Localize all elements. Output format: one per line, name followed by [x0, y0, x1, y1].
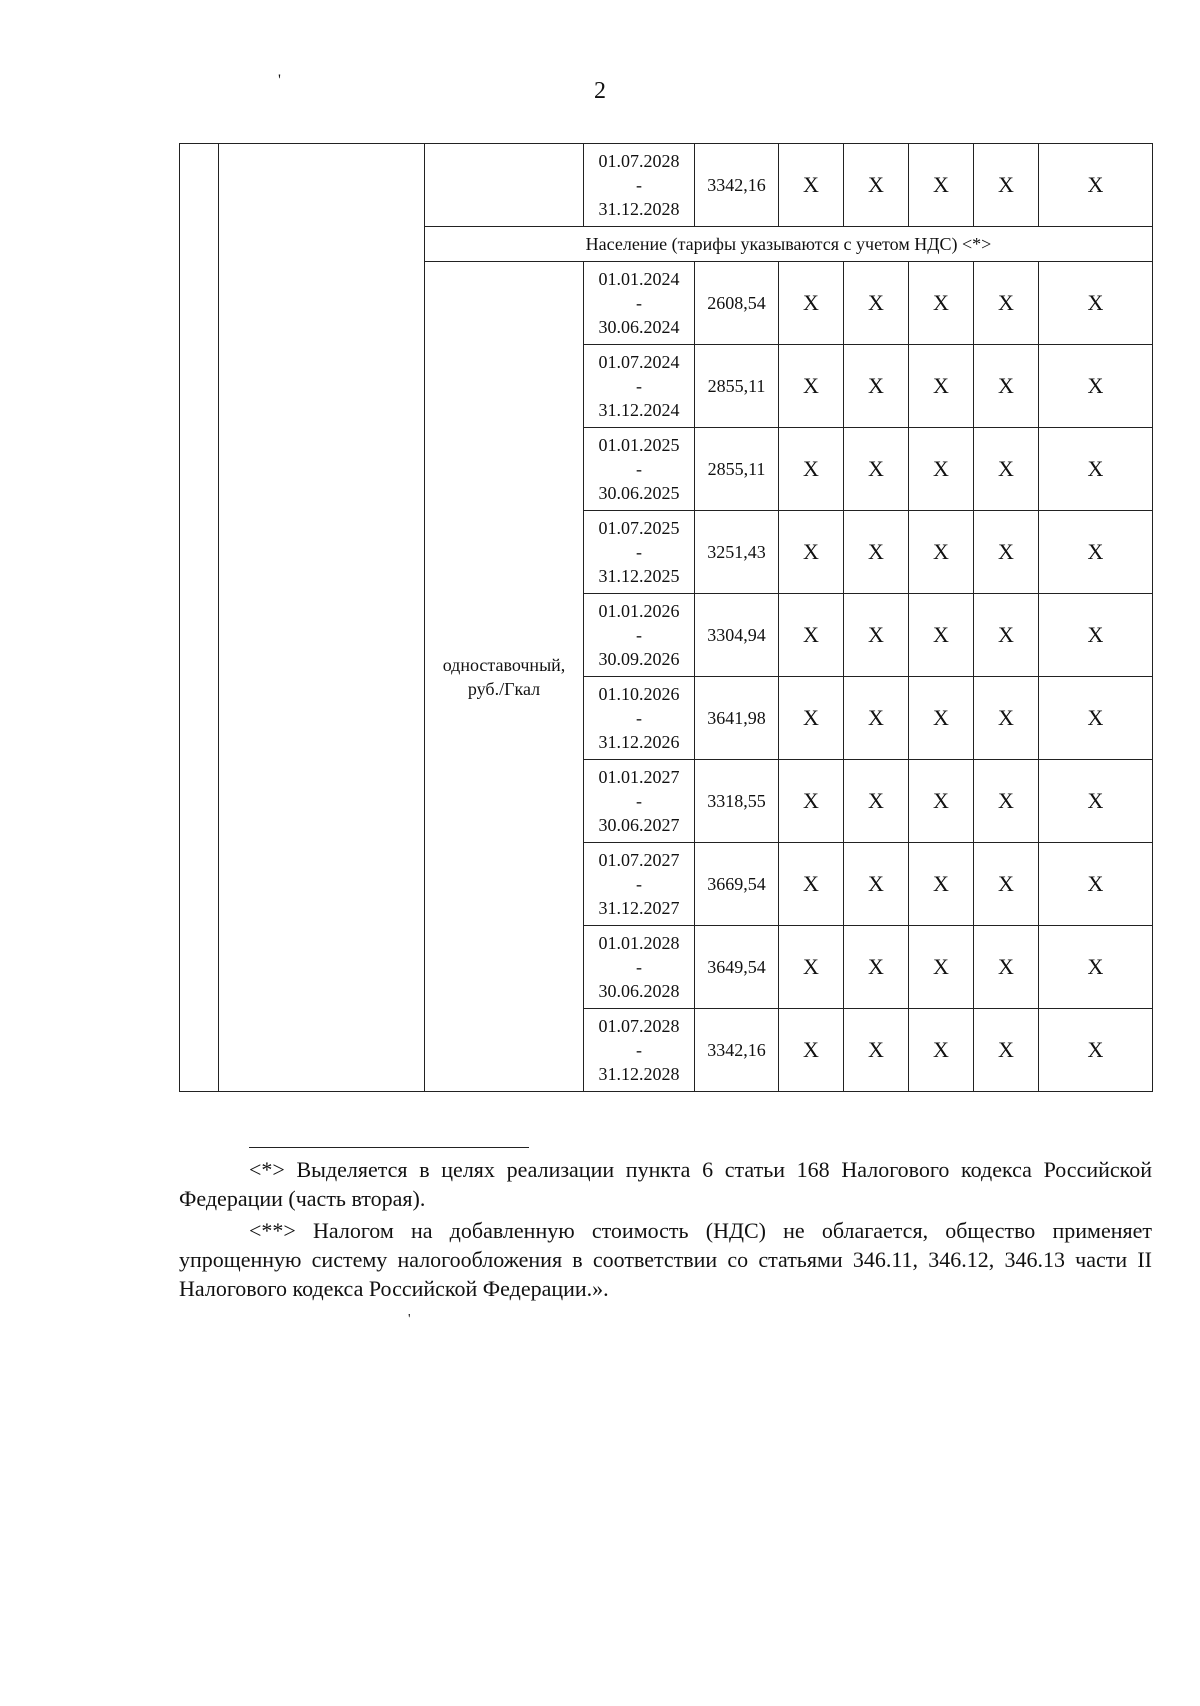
- mark-cell: X: [844, 677, 909, 760]
- period-cell: [584, 594, 695, 677]
- price-cell: 3342,16: [695, 1009, 779, 1092]
- price-cell: 2608,54: [695, 262, 779, 345]
- price-cell: 2855,11: [695, 345, 779, 428]
- mark-cell: X: [974, 677, 1039, 760]
- mark-cell: X: [844, 262, 909, 345]
- mark-cell: X: [844, 926, 909, 1009]
- footnote-separator: [249, 1147, 529, 1148]
- mark-cell: X: [974, 760, 1039, 843]
- mark-cell: X: [1039, 345, 1153, 428]
- period-end: 30.09.2026: [598, 649, 680, 669]
- price-cell: 3649,54: [695, 926, 779, 1009]
- period-end: 31.12.2024: [598, 400, 680, 420]
- period-cell: [584, 428, 695, 511]
- mark-cell: X: [779, 345, 844, 428]
- period-dash: -: [636, 175, 642, 195]
- mark-cell: X: [779, 428, 844, 511]
- mark-cell: X: [844, 843, 909, 926]
- mark-cell: X: [844, 345, 909, 428]
- mark-cell: X: [1039, 843, 1153, 926]
- period-start: 01.07.2028: [598, 1016, 680, 1036]
- period-start: 01.07.2027: [598, 850, 680, 870]
- mark-cell: X: [844, 511, 909, 594]
- price-cell: 3342,16: [695, 144, 779, 227]
- mark-cell: X: [909, 677, 974, 760]
- mark-cell: X: [909, 262, 974, 345]
- price-cell: 2855,11: [695, 428, 779, 511]
- mark-cell: X: [1039, 262, 1153, 345]
- mark-cell: X: [909, 345, 974, 428]
- period-cell: [584, 677, 695, 760]
- period-dash: -: [636, 1040, 642, 1060]
- row-number-cell: [180, 144, 219, 1092]
- period-start: 01.10.2026: [598, 684, 680, 704]
- period-cell: [584, 926, 695, 1009]
- period-end: 30.06.2025: [598, 483, 680, 503]
- page-number: 2: [594, 78, 606, 104]
- mark-cell: X: [779, 144, 844, 227]
- footnote-2: <**> Налогом на добавленную стоимость (НДС) не облагается, общество применяет упрощенную систему налогообложения в соответствии со статьями 346.11, 346.12, 346.13 части II Налогового кодекса Российской Федерации.».: [179, 1218, 1152, 1301]
- mark-cell: X: [779, 511, 844, 594]
- mark-cell: X: [1039, 594, 1153, 677]
- mark-cell: X: [974, 926, 1039, 1009]
- tariff-table: [179, 143, 1153, 1092]
- mark-cell: X: [1039, 677, 1153, 760]
- mark-cell: X: [779, 677, 844, 760]
- period-end: 31.12.2026: [598, 732, 680, 752]
- period-dash: -: [636, 874, 642, 894]
- period-start: 01.07.2028: [598, 151, 680, 171]
- period-dash: -: [636, 957, 642, 977]
- period-cell: [584, 262, 695, 345]
- mark-cell: X: [1039, 144, 1153, 227]
- period-end: 31.12.2025: [598, 566, 680, 586]
- mark-cell: X: [844, 1009, 909, 1092]
- scan-mark-top: ': [278, 72, 281, 89]
- period-end: 31.12.2028: [598, 199, 680, 219]
- period-dash: -: [636, 376, 642, 396]
- tariff-type-cell-empty: [425, 144, 584, 227]
- period-cell: [584, 843, 695, 926]
- mark-cell: X: [779, 843, 844, 926]
- period-start: 01.01.2026: [598, 601, 680, 621]
- period-dash: -: [636, 459, 642, 479]
- period-end: 31.12.2027: [598, 898, 680, 918]
- mark-cell: X: [909, 511, 974, 594]
- mark-cell: X: [974, 345, 1039, 428]
- mark-cell: X: [844, 144, 909, 227]
- mark-cell: X: [909, 926, 974, 1009]
- tariff-type-cell: одноставочный, руб./Гкал: [425, 262, 584, 1092]
- mark-cell: X: [844, 594, 909, 677]
- period-dash: -: [636, 708, 642, 728]
- period-start: 01.01.2027: [598, 767, 680, 787]
- period-start: 01.01.2025: [598, 435, 680, 455]
- organization-cell: [219, 144, 425, 1092]
- mark-cell: X: [974, 262, 1039, 345]
- period-dash: -: [636, 293, 642, 313]
- period-dash: -: [636, 542, 642, 562]
- period-end: 31.12.2028: [598, 1064, 680, 1084]
- period-cell: [584, 1009, 695, 1092]
- mark-cell: X: [909, 144, 974, 227]
- price-cell: 3304,94: [695, 594, 779, 677]
- period-cell: [584, 511, 695, 594]
- mark-cell: X: [909, 1009, 974, 1092]
- price-cell: 3669,54: [695, 843, 779, 926]
- mark-cell: X: [1039, 1009, 1153, 1092]
- mark-cell: X: [779, 926, 844, 1009]
- mark-cell: X: [779, 760, 844, 843]
- mark-cell: X: [1039, 428, 1153, 511]
- scan-mark-bottom: ': [408, 1312, 411, 1327]
- footnote-1: <*> Выделяется в целях реализации пункта 6 статьи 168 Налогового кодекса Российской Федерации (часть вторая).: [179, 1157, 1152, 1211]
- period-dash: -: [636, 791, 642, 811]
- mark-cell: X: [909, 843, 974, 926]
- period-end: 30.06.2027: [598, 815, 680, 835]
- mark-cell: X: [974, 1009, 1039, 1092]
- mark-cell: X: [974, 843, 1039, 926]
- mark-cell: X: [1039, 760, 1153, 843]
- footnotes: [179, 1155, 1152, 1306]
- period-cell: [584, 760, 695, 843]
- period-end: 30.06.2028: [598, 981, 680, 1001]
- period-dash: -: [636, 625, 642, 645]
- price-cell: 3251,43: [695, 511, 779, 594]
- mark-cell: X: [974, 511, 1039, 594]
- mark-cell: X: [844, 428, 909, 511]
- section-header: Население (тарифы указываются с учетом НДС) <*>: [425, 227, 1153, 262]
- period-start: 01.07.2024: [598, 352, 680, 372]
- price-cell: 3318,55: [695, 760, 779, 843]
- period-start: 01.07.2025: [598, 518, 680, 538]
- mark-cell: X: [779, 262, 844, 345]
- mark-cell: X: [779, 1009, 844, 1092]
- mark-cell: X: [779, 594, 844, 677]
- mark-cell: X: [909, 428, 974, 511]
- mark-cell: X: [1039, 926, 1153, 1009]
- period-cell: [584, 144, 695, 227]
- period-cell: [584, 345, 695, 428]
- price-cell: 3641,98: [695, 677, 779, 760]
- period-start: 01.01.2024: [598, 269, 680, 289]
- mark-cell: X: [909, 594, 974, 677]
- period-start: 01.01.2028: [598, 933, 680, 953]
- mark-cell: X: [974, 594, 1039, 677]
- mark-cell: X: [1039, 511, 1153, 594]
- mark-cell: X: [844, 760, 909, 843]
- period-end: 30.06.2024: [598, 317, 680, 337]
- mark-cell: X: [974, 428, 1039, 511]
- mark-cell: X: [974, 144, 1039, 227]
- table-row-continued: [180, 144, 1153, 227]
- mark-cell: X: [909, 760, 974, 843]
